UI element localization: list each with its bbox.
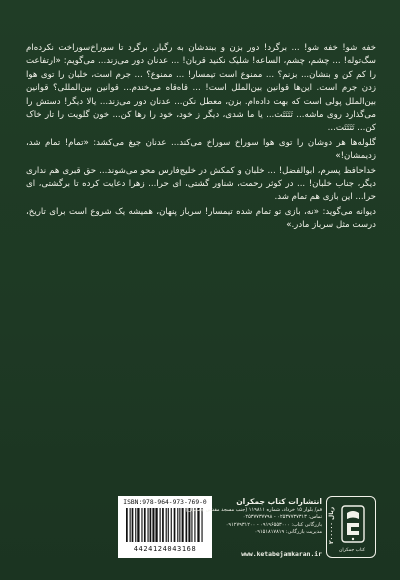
- barcode-bar: [135, 508, 136, 542]
- barcode-bar: [177, 508, 178, 542]
- publisher-management-phone: مدیریت بازرگانی: ۰۹۱۵۱۸۱۷۸۱۹: [254, 529, 322, 536]
- barcode-bar: [150, 508, 152, 542]
- blurb-paragraph-3: خداحافظ پسرم، ابوالفضل! ... خلبان و کمکش در خلیج‌فارس محو می‌شوند... حق قبری هم نداری دیگر، جناب خلبان! ... در کوثر رحمت، شناور گشتی، ای حرا... زهرا دعایت کرده تا برگشتی، ای حرا... این بازی هم تمام شد.: [26, 165, 376, 203]
- isbn-label: ISBN:978-964-973-769-0: [123, 499, 207, 506]
- barcode-bar: [147, 508, 148, 542]
- barcode-number: 4424124043168: [133, 545, 197, 553]
- barcode-bar: [141, 508, 142, 542]
- publisher-phone: تماس: ۰۲۵۳۷۷۳۷۳۱۳ - ۰۲۵۳۷۷۳۷۷۹۸: [242, 514, 322, 521]
- blurb-paragraph-1: خفه شو! خفه شو! ... برگرد! دور بزن و ببندشان به رگبار. برگرد تا سوراخ‌سوراخت نکرده‌ام سگ‌توله! ... چشم، چشم، الساعه! شلیک نکنید قربان! ... عدنان دور می‌زند... می‌گویم: «ارتفاعت را کم کن و بنشان... بزنم؟ ... ممنوع است تیمسار! ... ممنوع؟ ... جرم است، خلبان را توی هوا زدن جرم است. این‌ها قوانین بین‌الملل است! ... قاه‌قاه می‌خندم... قوانین بین‌المللی؟ قوانین بین‌الملل پولی است که بهت داده‌ام. بزن، معطل نکن... عدنان دور می‌زند... یالا دیگر! دستش را می‌گذارد روی ماشه... تَتَتَتَت... یا ما شدی، دیگر ز خود، خود را رها کن... خون گلویت را تار خاک کن... تَتَتَتَت...: [26, 43, 376, 134]
- barcode-bar: [130, 508, 131, 542]
- publisher-address: قم/ بلوار ۱۵ خرداد، شماره ۱۱۹۸۱۱ (جنب مسجد مقدس جمکران): [185, 507, 322, 513]
- publisher-sales-phone: بازرگانی کتاب: ۰۹۱۹۶۵۵۳۰۰۰ - ۰۹۱۲۷۹۳۱۲۰۰: [225, 521, 322, 528]
- barcode-bar: [182, 508, 184, 542]
- barcode-bar: [168, 508, 169, 542]
- publisher-footer: [118, 496, 376, 560]
- barcode-bar: [160, 508, 161, 542]
- barcode-bar: [144, 508, 146, 542]
- barcode-bar: [171, 508, 172, 542]
- barcode-bar: [155, 508, 157, 542]
- barcode: [118, 496, 212, 558]
- blurb-paragraph-2: گلوله‌ها هر دوشان را توی هوا سوراخ سوراخ می‌کند... عدنان جیغ می‌کشد: «تمام! تمام شد، زدیمشان!»: [26, 137, 376, 162]
- barcode-bar: [132, 508, 134, 542]
- jamkaran-logo-icon: [341, 505, 365, 543]
- blurb-text: [26, 42, 376, 234]
- barcode-bar: [162, 508, 164, 542]
- barcode-bar: [179, 508, 180, 542]
- blurb-paragraph-4: دیوانه می‌گوید: «نه، بازی تو تمام شده تیمسار! سرباز پنهان، همیشه یک شروع است برای تاریخ، درست مثل سرباز مادر.»: [26, 206, 376, 231]
- publisher-logo: [326, 496, 376, 558]
- barcode-bar: [152, 508, 154, 542]
- logo-tagline: کتاب جمکران: [339, 548, 365, 553]
- barcode-bar: [174, 508, 176, 542]
- publisher-info: [185, 496, 322, 558]
- barcode-bar: [137, 508, 139, 542]
- price-label: ۲۰۰۰۰۰ ریال: [328, 506, 335, 544]
- barcode-bar: [166, 508, 167, 542]
- publisher-website: www.ketabejamkaran.ir: [241, 550, 322, 558]
- publisher-name: انتشارات کتاب جمکران: [236, 497, 322, 506]
- barcode-bar: [126, 508, 128, 542]
